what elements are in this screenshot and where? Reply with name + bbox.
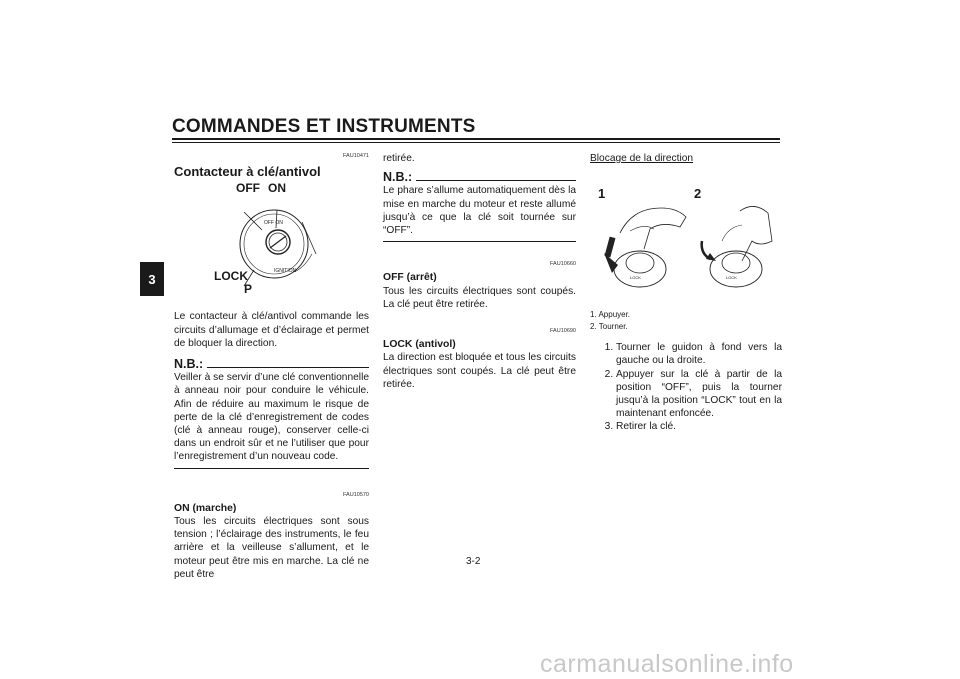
label-off: OFF — [236, 181, 260, 196]
continued-text: retirée. — [383, 153, 415, 164]
page-title: COMMANDES ET INSTRUMENTS — [172, 116, 476, 137]
key-press-turn-illustration — [590, 171, 782, 309]
fau-code: FAU10471 — [343, 153, 369, 159]
svg-text:LOCK: LOCK — [726, 275, 737, 281]
step-item: 1. Tourner le guidon à fond vers la gauche ou la droite. — [616, 341, 782, 367]
section-title: Contacteur à clé/antivol — [174, 164, 321, 180]
off-title: OFF (arrêt) — [383, 272, 437, 284]
svg-text:IGNITION: IGNITION — [274, 268, 297, 275]
ignition-switch-illustration — [174, 182, 369, 310]
nb-label: N.B.: — [174, 357, 204, 372]
page-number: 3-2 — [466, 556, 481, 567]
label-p: P — [244, 282, 253, 297]
lock-text: La direction est bloquée et tous les circuits électriques sont coupés. La clé peut être retirée. — [383, 352, 576, 390]
caption-2: 2. Tourner. — [590, 322, 628, 332]
nb-label: N.B.: — [383, 170, 413, 185]
svg-text:LOCK: LOCK — [630, 275, 641, 281]
figure-number-1: 1 — [598, 186, 606, 202]
lock-title: LOCK (antivol) — [383, 339, 456, 351]
step-item: 2. Appuyer sur la clé à partir de la position “OFF”, puis la tourner jusqu’à la position “LOCK” tout en la maintenant enfoncée. — [616, 368, 782, 421]
footer-watermark: carmanualsonline.info — [540, 650, 794, 678]
steering-lock-title: Blocage de la direction — [590, 153, 694, 164]
right-column — [590, 152, 782, 434]
label-on: ON — [268, 181, 286, 196]
on-title: ON (marche) — [174, 502, 237, 514]
nb-end-rule — [174, 468, 369, 469]
nb-heading — [174, 358, 369, 371]
header-rule — [172, 138, 780, 140]
header-rule-thin — [172, 142, 780, 143]
nb-line — [416, 180, 576, 181]
step-item: 3. Retirer la clé. — [616, 420, 782, 433]
fau-code: FAU10570 — [343, 491, 369, 498]
key-switch-diagram — [174, 182, 369, 310]
figure-number-2: 2 — [694, 186, 702, 202]
chapter-tab: 3 — [140, 262, 164, 296]
steps-list — [590, 341, 782, 433]
on-text: Tous les circuits électriques sont sous tension ; l’éclairage des instruments, le feu arrière et la veilleuse s’allument, et le moteur peut être mis en marche. La clé ne peut être — [174, 516, 369, 580]
nb-text: Veiller à se servir d’une clé conventionnelle à anneau noir pour conduire le véhicule. Afin de réduire au maximum le risque de perte de la clé d’enregistrement de codes (clé à anneau rouge), conserver celle-ci dans un endroit sûr et ne l’utiliser que pour l’enregistrement d’un nouveau code. — [174, 372, 369, 463]
nb-end-rule — [383, 241, 576, 242]
fau-code: FAU10690 — [550, 328, 576, 335]
steering-lock-figure — [590, 171, 782, 309]
left-column — [174, 150, 369, 581]
nb-line — [207, 367, 369, 368]
nb-text: Le phare s’allume automatiquement dès la mise en marche du moteur et reste allumé jusqu’à ce que la clé soit tournée sur “OFF”. — [383, 185, 576, 237]
caption-1: 1. Appuyer. — [590, 310, 631, 320]
intro-paragraph: Le contacteur à clé/antivol commande les circuits d’allumage et d’éclairage et permet de bloquer la direction. — [174, 311, 369, 349]
middle-column — [383, 152, 576, 391]
nb-heading — [383, 171, 576, 184]
svg-text:OFF ON: OFF ON — [264, 220, 283, 227]
label-lock: LOCK — [214, 269, 248, 284]
off-text: Tous les circuits électriques sont coupés. La clé peut être retirée. — [383, 285, 576, 310]
fau-code: FAU10660 — [550, 261, 576, 268]
